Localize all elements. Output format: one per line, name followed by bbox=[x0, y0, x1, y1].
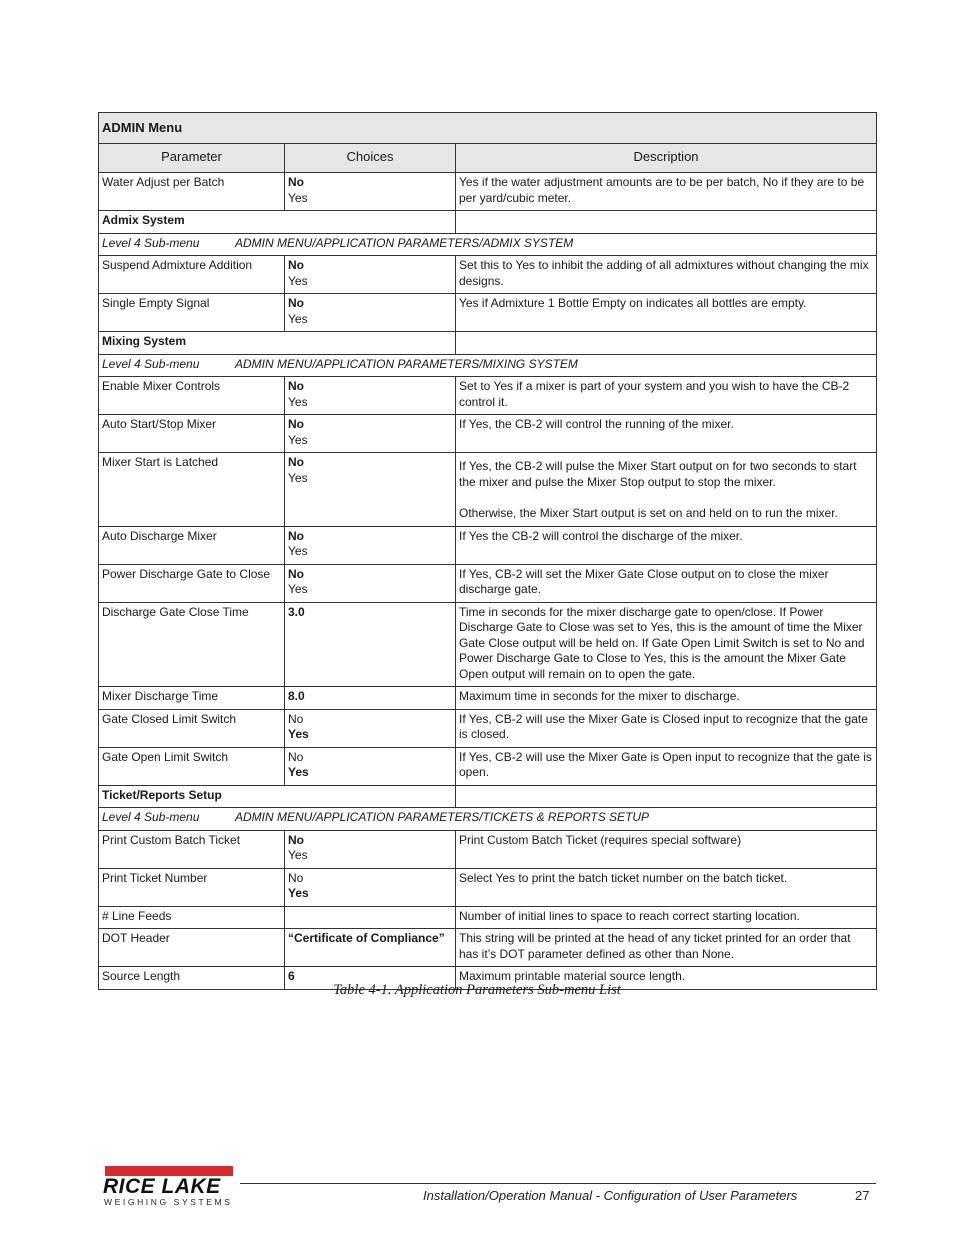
choices-cell bbox=[285, 377, 456, 415]
choice-option: Yes bbox=[288, 582, 308, 596]
description-text: Maximum time in seconds for the mixer to discharge. bbox=[459, 689, 740, 703]
submenu-path-row bbox=[99, 233, 877, 256]
description-text: If Yes, CB-2 will set the Mixer Gate Close output on to close the mixer discharge gate. bbox=[459, 566, 829, 596]
choices-cell bbox=[285, 906, 456, 929]
choice-option: No bbox=[288, 711, 304, 726]
table-row bbox=[99, 687, 877, 710]
paragraph-gap bbox=[459, 490, 873, 506]
section-title: Admix System bbox=[99, 211, 456, 234]
choice-option: Yes bbox=[288, 727, 309, 741]
choice-option: 3.0 bbox=[288, 604, 305, 619]
description-cell bbox=[456, 377, 877, 415]
choice-option: Yes bbox=[288, 886, 309, 900]
choice-option: No bbox=[288, 870, 304, 885]
choices-cell bbox=[285, 415, 456, 453]
parameter-name: Gate Open Limit Switch bbox=[99, 747, 285, 785]
header-choices: Choices bbox=[285, 144, 456, 173]
description-text: Maximum printable material source length. bbox=[459, 969, 686, 983]
choice-option: No bbox=[288, 749, 304, 764]
choice-option: Yes bbox=[288, 544, 308, 558]
choice-option: No bbox=[288, 379, 304, 393]
description-cell bbox=[456, 256, 877, 294]
choices-cell bbox=[285, 526, 456, 564]
submenu-path: ADMIN MENU/APPLICATION PARAMETERS/MIXING SYSTEM bbox=[235, 356, 578, 371]
description-cell bbox=[456, 173, 877, 211]
choices-cell bbox=[285, 602, 456, 687]
submenu-path-cell bbox=[99, 808, 877, 831]
choice-option: No bbox=[288, 175, 304, 189]
parameter-name: Discharge Gate Close Time bbox=[99, 602, 285, 687]
table-row bbox=[99, 526, 877, 564]
column-header-row bbox=[99, 144, 877, 173]
description-text: Yes if the water adjustment amounts are to be per batch, No if they are to be per yard/cubic meter. bbox=[459, 175, 865, 205]
choice-option: No bbox=[288, 832, 304, 847]
footer-title: Installation/Operation Manual - Configuration of User Parameters bbox=[423, 1188, 798, 1203]
menu-title-row bbox=[99, 113, 877, 144]
rice-lake-logo bbox=[103, 1166, 233, 1208]
choices-cell bbox=[285, 747, 456, 785]
table-row bbox=[99, 709, 877, 747]
section-empty-cell bbox=[456, 332, 877, 355]
choice-option: Yes bbox=[288, 190, 308, 205]
table-row bbox=[99, 173, 877, 211]
submenu-level-label: Level 4 Sub-menu bbox=[102, 235, 200, 250]
choice-option: Yes bbox=[288, 432, 308, 447]
table-caption: Table 4-1. Application Parameters Sub-menu List bbox=[333, 982, 621, 998]
description-text: If Yes, CB-2 will use the Mixer Gate is Open input to recognize that the gate is open. bbox=[459, 749, 872, 779]
description-text: Select Yes to print the batch ticket number on the batch ticket. bbox=[459, 870, 788, 885]
table-row bbox=[99, 256, 877, 294]
choice-option: No bbox=[288, 296, 304, 310]
section-row bbox=[99, 785, 877, 808]
choice-option: Yes bbox=[288, 311, 308, 326]
table-row bbox=[99, 602, 877, 687]
table-row bbox=[99, 868, 877, 906]
choices-cell bbox=[285, 687, 456, 710]
submenu-level-label: Level 4 Sub-menu bbox=[102, 810, 200, 824]
submenu-path-cell bbox=[99, 354, 877, 377]
description-cell bbox=[456, 294, 877, 332]
section-row bbox=[99, 211, 877, 234]
choices-cell bbox=[285, 868, 456, 906]
choice-option: Yes bbox=[288, 394, 308, 409]
choices-cell bbox=[285, 294, 456, 332]
choices-cell bbox=[285, 453, 456, 527]
choice-option: No bbox=[288, 258, 304, 272]
description-text: If Yes, the CB-2 will control the running of the mixer. bbox=[459, 417, 734, 431]
section-title: Mixing System bbox=[99, 332, 456, 355]
choice-option: 8.0 bbox=[288, 689, 305, 703]
header-parameter: Parameter bbox=[99, 144, 285, 173]
parameter-name: Auto Start/Stop Mixer bbox=[99, 415, 285, 453]
choice-option: No bbox=[288, 566, 304, 581]
parameter-name: Power Discharge Gate to Close bbox=[99, 564, 285, 602]
logo-tagline: WEIGHING SYSTEMS bbox=[104, 1197, 233, 1207]
choices-cell bbox=[285, 929, 456, 967]
parameter-name: Print Ticket Number bbox=[99, 868, 285, 906]
parameter-name: Mixer Discharge Time bbox=[99, 687, 285, 710]
choice-option: “Certificate of Compliance” bbox=[288, 931, 445, 945]
parameter-name: Mixer Start is Latched bbox=[99, 453, 285, 527]
submenu-path-row bbox=[99, 808, 877, 831]
description-cell bbox=[456, 415, 877, 453]
parameter-name: Auto Discharge Mixer bbox=[99, 526, 285, 564]
choices-cell bbox=[285, 173, 456, 211]
submenu-path-row bbox=[99, 354, 877, 377]
parameter-name: DOT Header bbox=[99, 929, 285, 967]
parameter-name: Suspend Admixture Addition bbox=[99, 256, 285, 294]
section-empty-cell bbox=[456, 785, 877, 808]
parameter-name: Source Length bbox=[99, 967, 285, 990]
description-cell bbox=[456, 709, 877, 747]
description-cell bbox=[456, 687, 877, 710]
table-row bbox=[99, 415, 877, 453]
choice-option: Yes bbox=[288, 273, 308, 288]
description-text: Print Custom Batch Ticket (requires special software) bbox=[459, 832, 742, 847]
parameter-name: Single Empty Signal bbox=[99, 294, 285, 332]
logo-wordmark: RICE LAKE bbox=[103, 1175, 221, 1198]
parameter-name: Gate Closed Limit Switch bbox=[99, 709, 285, 747]
table-row bbox=[99, 830, 877, 868]
description-cell bbox=[456, 602, 877, 687]
description-text: Yes if Admixture 1 Bottle Empty on indicates all bottles are empty. bbox=[459, 296, 807, 310]
section-row bbox=[99, 332, 877, 355]
submenu-path: ADMIN MENU/APPLICATION PARAMETERS/TICKETS & REPORTS SETUP bbox=[235, 810, 650, 824]
choice-option: No bbox=[288, 528, 304, 543]
page-number: 27 bbox=[855, 1188, 870, 1203]
description-cell bbox=[456, 564, 877, 602]
description-text: If Yes, CB-2 will use the Mixer Gate is Closed input to recognize that the gate is closed. bbox=[459, 711, 868, 741]
description-text: Number of initial lines to space to reach correct starting location. bbox=[459, 908, 800, 923]
description-cell bbox=[456, 929, 877, 967]
choices-cell bbox=[285, 564, 456, 602]
parameter-name: Print Custom Batch Ticket bbox=[99, 830, 285, 868]
choice-option: Yes bbox=[288, 848, 308, 862]
menu-title: ADMIN Menu bbox=[99, 113, 877, 144]
submenu-path-cell bbox=[99, 233, 877, 256]
description-cell bbox=[456, 453, 877, 527]
parameter-name: Enable Mixer Controls bbox=[99, 377, 285, 415]
section-empty-cell bbox=[456, 211, 877, 234]
section-title: Ticket/Reports Setup bbox=[99, 785, 456, 808]
choice-option: No bbox=[288, 455, 304, 469]
table-row bbox=[99, 564, 877, 602]
table-body bbox=[99, 173, 877, 990]
table-row bbox=[99, 294, 877, 332]
table-row bbox=[99, 929, 877, 967]
footer-rule bbox=[240, 1183, 876, 1184]
description-text: If Yes the CB-2 will control the discharge of the mixer. bbox=[459, 528, 743, 543]
choices-cell bbox=[285, 709, 456, 747]
description-text: Otherwise, the Mixer Start output is set on and held on to run the mixer. bbox=[459, 506, 838, 520]
table-row bbox=[99, 453, 877, 527]
choice-option: Yes bbox=[288, 765, 309, 779]
submenu-path: ADMIN MENU/APPLICATION PARAMETERS/ADMIX SYSTEM bbox=[235, 235, 574, 250]
choice-option: 6 bbox=[288, 969, 295, 983]
description-cell bbox=[456, 906, 877, 929]
choice-option: No bbox=[288, 417, 304, 431]
description-text: This string will be printed at the head of any ticket printed for an order that has it’s DOT parameter defined as other than None. bbox=[459, 931, 851, 961]
table-row bbox=[99, 906, 877, 929]
description-cell bbox=[456, 526, 877, 564]
table-row bbox=[99, 377, 877, 415]
submenu-level-label: Level 4 Sub-menu bbox=[102, 356, 200, 371]
description-text: If Yes, the CB-2 will pulse the Mixer Start output on for two seconds to start the mixer and pulse the Mixer Stop output to stop the mixer. bbox=[459, 459, 857, 489]
choice-option: Yes bbox=[288, 470, 308, 485]
table-row bbox=[99, 747, 877, 785]
parameter-name: Water Adjust per Batch bbox=[99, 173, 285, 211]
description-cell bbox=[456, 830, 877, 868]
description-text: Set to Yes if a mixer is part of your system and you wish to have the CB-2 control it. bbox=[459, 379, 850, 409]
parameter-name: # Line Feeds bbox=[99, 906, 285, 929]
description-text: Time in seconds for the mixer discharge gate to open/close. If Power Discharge Gate to Close was set to Yes, this is the amount of time the Mixer Gate Close output will be held on. If Gate Open Limit Switch is set to No and Power Discharge Gate to Close to Yes, this is the amount the Mixer Gate Open output will remain on to open the gate. bbox=[459, 604, 865, 681]
choices-cell bbox=[285, 830, 456, 868]
application-parameters-table bbox=[98, 112, 877, 990]
description-cell bbox=[456, 868, 877, 906]
header-description: Description bbox=[456, 144, 877, 173]
description-text: Set this to Yes to inhibit the adding of all admixtures without changing the mix designs. bbox=[459, 258, 869, 288]
choices-cell bbox=[285, 256, 456, 294]
description-cell bbox=[456, 747, 877, 785]
